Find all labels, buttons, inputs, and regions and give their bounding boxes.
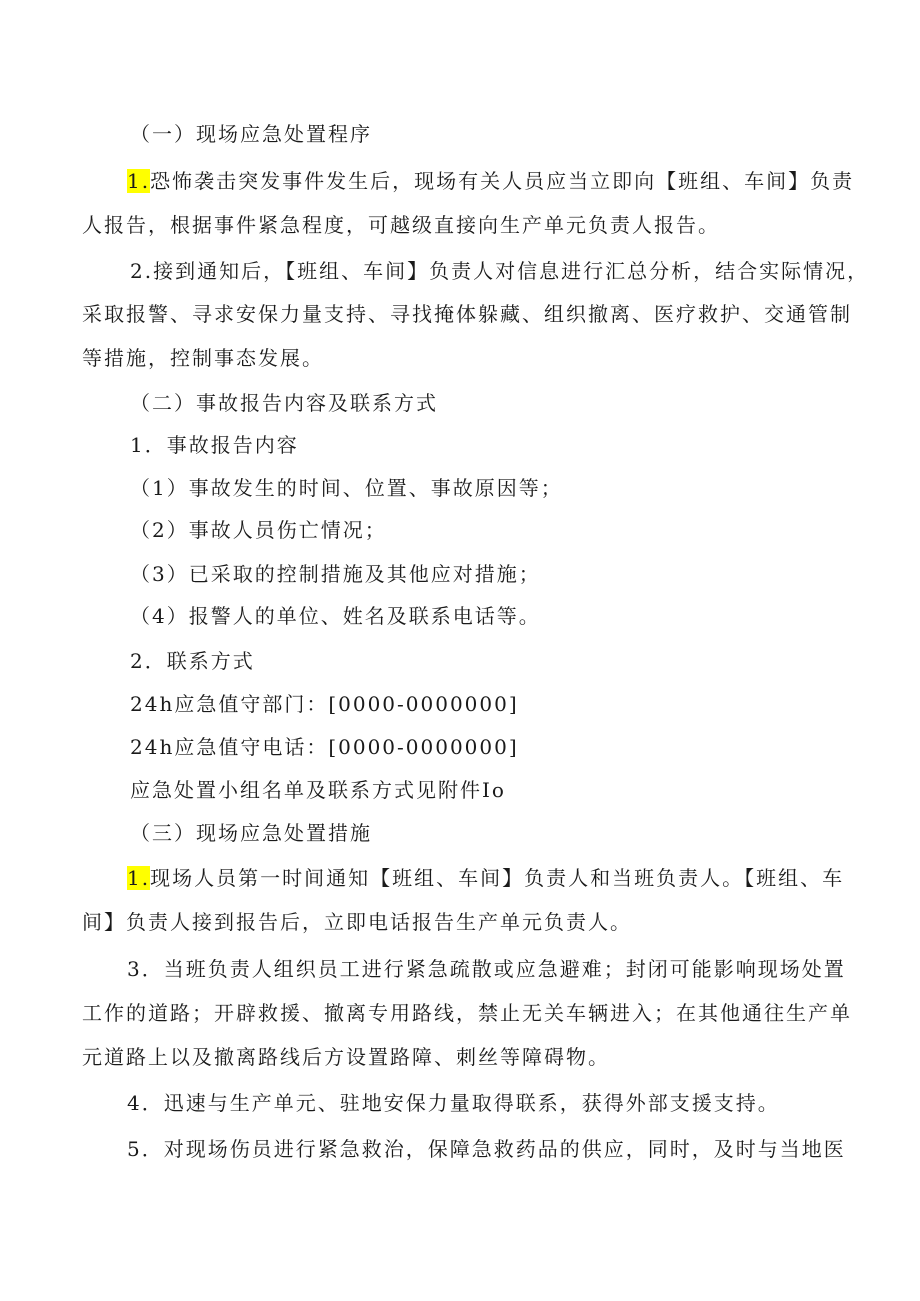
paragraph-1-2-line-1: 2.接到通知后，【班组、车间】负责人对信息进行汇总分析，结合实际情况， xyxy=(130,259,870,283)
paragraph-1-2-line-3: 等措施，控制事态发展。 xyxy=(82,346,324,370)
paragraph-3-3-line-1: 3．当班负责人组织员工进行紧急疏散或应急避难；封闭可能影响现场处置 xyxy=(127,957,846,981)
paragraph-1-1-line-2: 人报告，根据事件紧急程度，可越级直接向生产单元负责人报告。 xyxy=(82,213,720,237)
paragraph-3-3-line-2: 工作的道路；开辟救援、撤离专用路线，禁止无关车辆进入；在其他通往生产单 xyxy=(82,1001,852,1025)
report-item: （2）事故人员伤亡情况； xyxy=(130,518,387,542)
contact-line: 24h应急值守部门：[0000-0000000] xyxy=(130,692,519,716)
section-heading-1: （一）现场应急处置程序 xyxy=(130,122,372,146)
paragraph-1-2-line-2: 采取报警、寻求安保力量支持、寻找掩体躲藏、组织撤离、医疗救护、交通管制 xyxy=(82,302,852,326)
report-item: （1）事故发生的时间、位置、事故原因等； xyxy=(130,476,563,500)
section-heading-3: （三）现场应急处置措施 xyxy=(130,821,372,845)
report-item: （4）报警人的单位、姓名及联系电话等。 xyxy=(130,604,541,628)
section-heading-2: （二）事故报告内容及联系方式 xyxy=(130,391,438,415)
attachment-note: 应急处置小组名单及联系方式见附件Io xyxy=(130,778,506,802)
subheading-contact-method: 2．联系方式 xyxy=(130,649,255,673)
report-item: （3）已采取的控制措施及其他应对措施； xyxy=(130,562,541,586)
paragraph-3-1-line-1: 1.现场人员第一时间通知【班组、车间】负责人和当班负责人。【班组、车 xyxy=(127,866,845,890)
paragraph-1-1-line-1: 1.恐怖袭击突发事件发生后，现场有关人员应当立即向【班组、车间】负责 xyxy=(127,169,855,193)
highlighted-number: 1. xyxy=(127,866,151,890)
paragraph-3-3-line-3: 元道路上以及撤离路线后方设置路障、刺丝等障碍物。 xyxy=(82,1045,610,1069)
subheading-report-content: 1．事故报告内容 xyxy=(130,433,299,457)
contact-line: 24h应急值守电话：[0000-0000000] xyxy=(130,735,519,759)
highlighted-number: 1. xyxy=(127,169,151,193)
paragraph-3-4: 4．迅速与生产单元、驻地安保力量取得联系，获得外部支援支持。 xyxy=(127,1091,780,1115)
paragraph-3-5-line-1: 5．对现场伤员进行紧急救治，保障急救药品的供应，同时，及时与当地医 xyxy=(127,1137,846,1161)
paragraph-3-1-line-2: 间】负责人接到报告后，立即电话报告生产单元负责人。 xyxy=(82,910,632,934)
